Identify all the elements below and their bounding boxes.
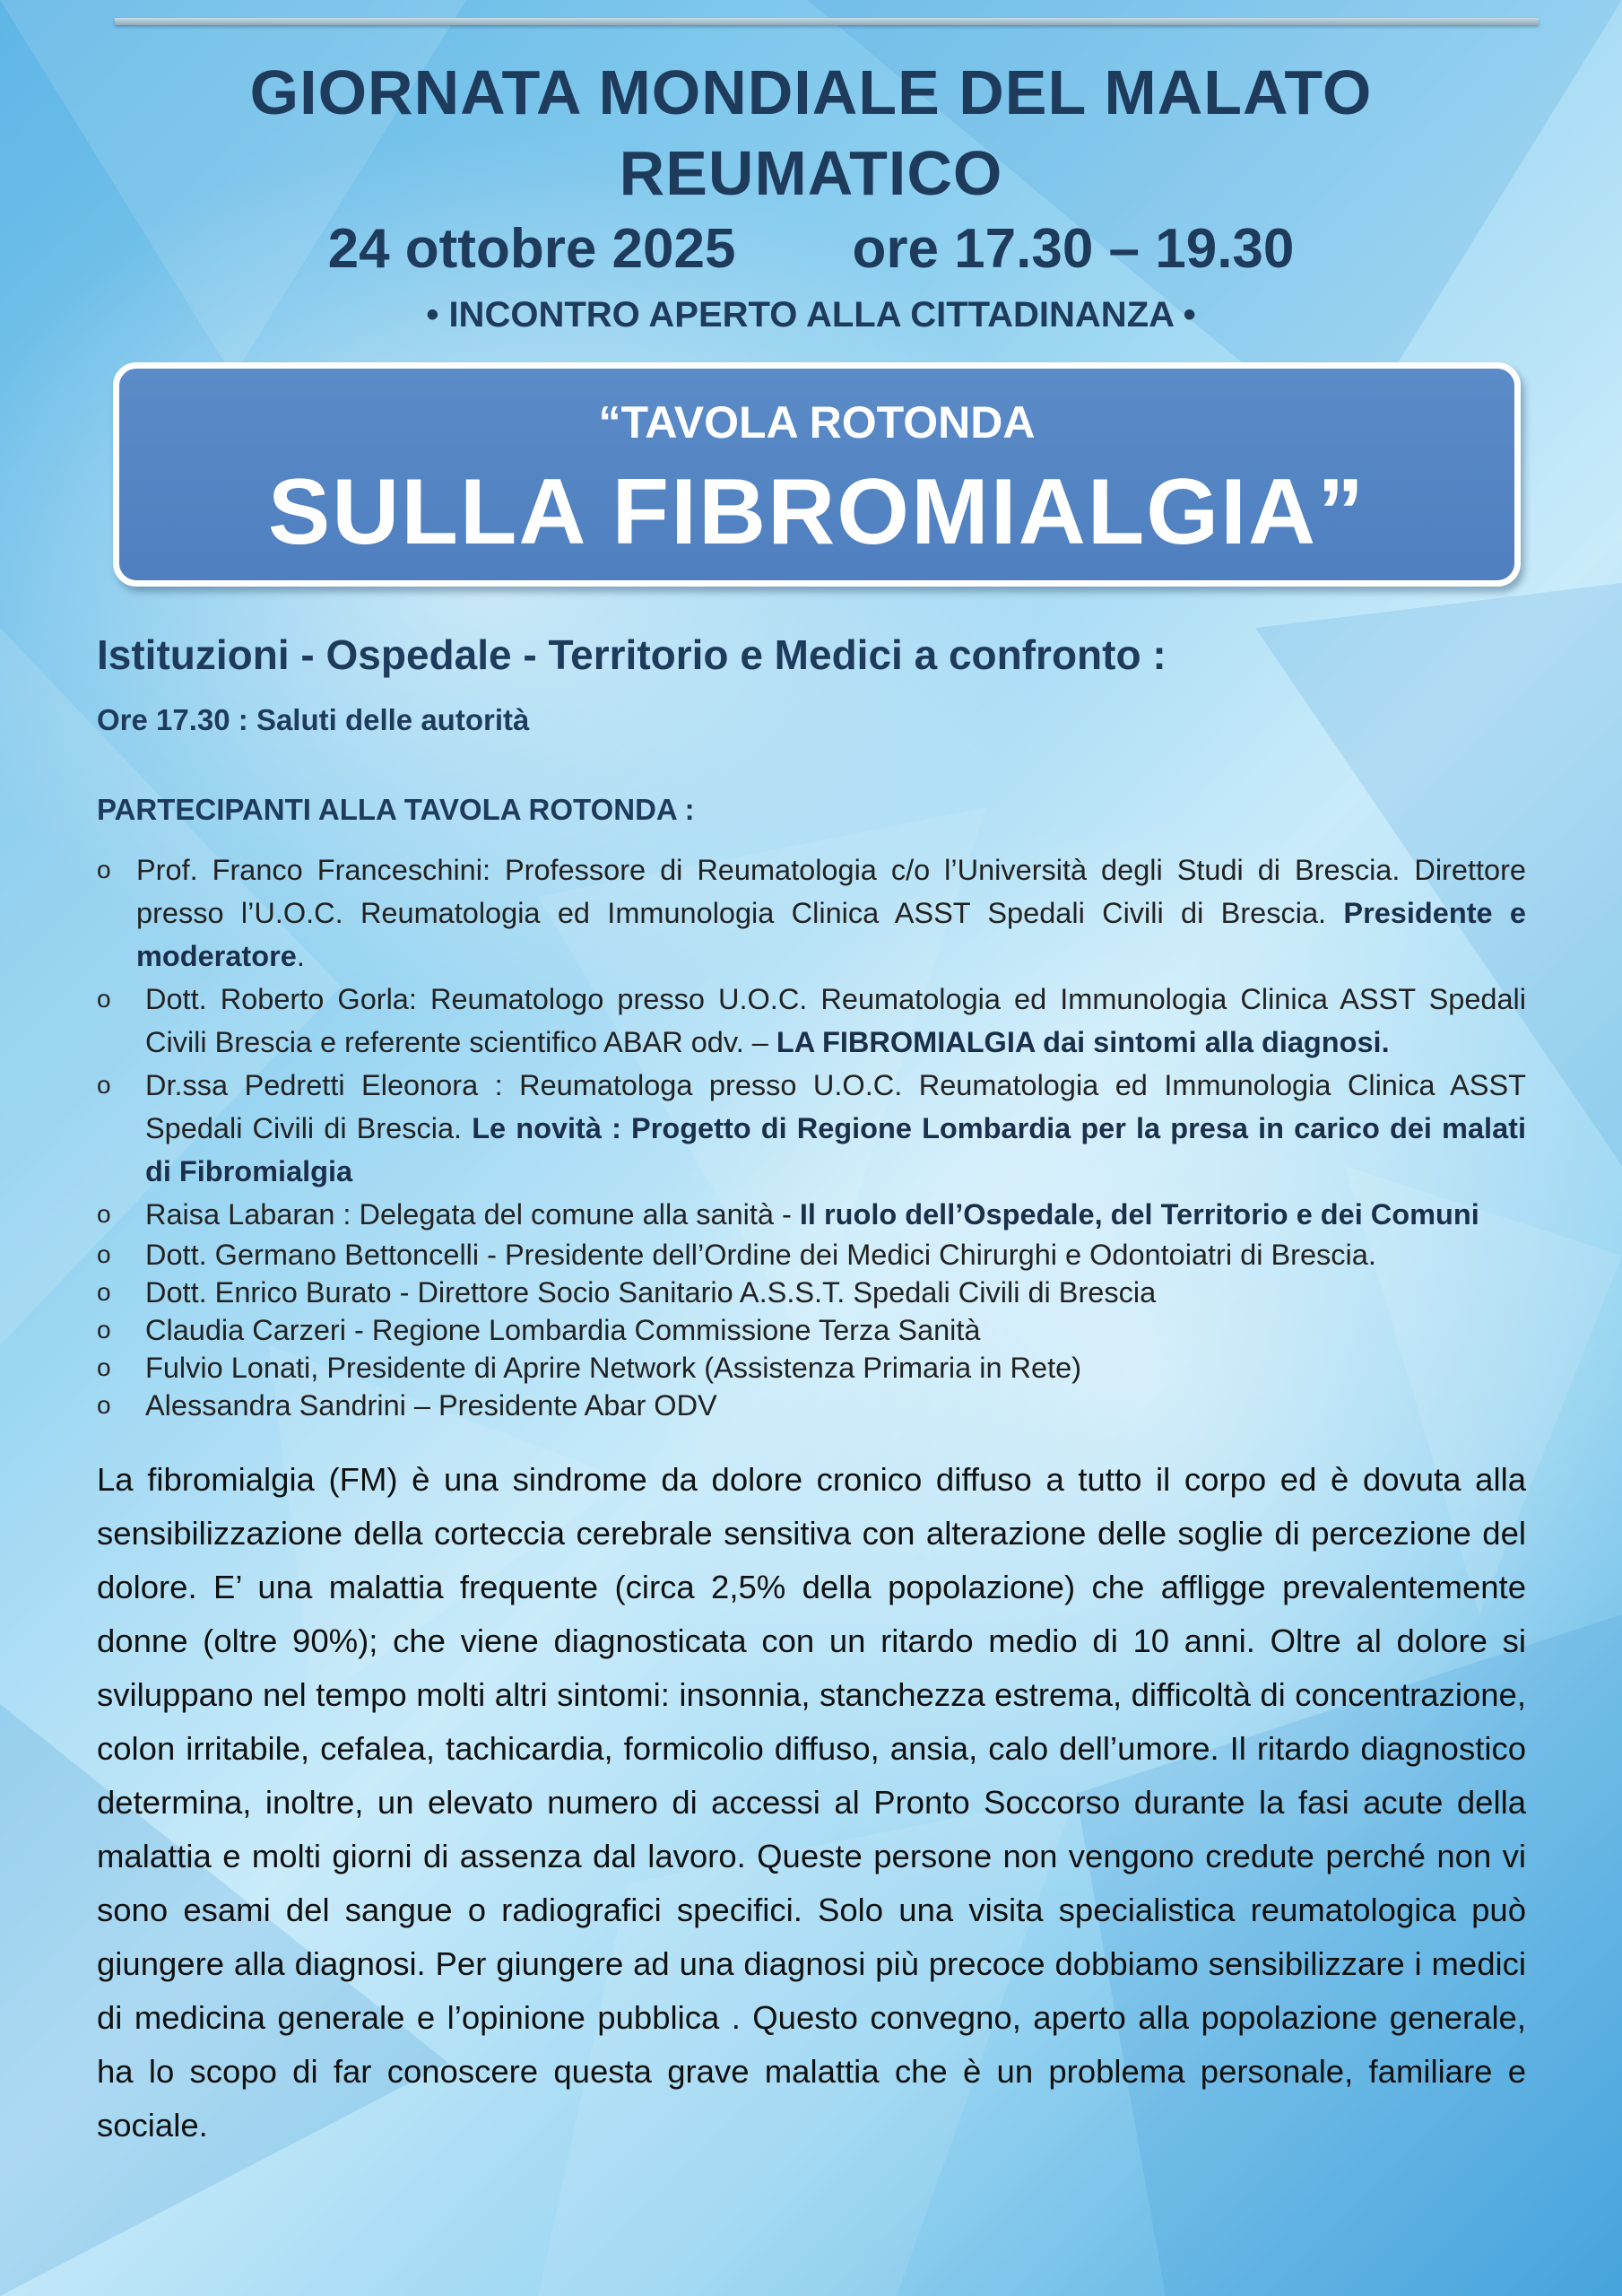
bullet-icon: o	[97, 1240, 111, 1268]
participants-list	[97, 848, 1526, 1424]
list-item: o Dott. Germano Bettoncelli - Presidente dell’Ordine dei Medici Chirurghi e Odontoiatri di Brescia.	[97, 1236, 1526, 1274]
top-divider-line	[115, 18, 1539, 25]
list-item: o Alessandra Sandrini – Presidente Abar ODV	[97, 1387, 1526, 1424]
bullet-icon: o	[97, 856, 111, 883]
bullet-icon: o	[97, 1278, 111, 1306]
list-item: o Prof. Franco Franceschini: Professore di Reumatologia c/o l’Università degli Studi di Brescia. Direttore presso l’U.O.C. Reumatologia ed Immunologia Clinica ASST Spedali Civili di Brescia. Presidente e moderatore.	[97, 848, 1526, 978]
banner-line1: “TAVOLA ROTONDA	[598, 397, 1036, 448]
list-item: o Raisa Labaran : Delegata del comune alla sanità - Il ruolo dell’Ospedale, del Territorio e dei Comuni	[97, 1193, 1526, 1236]
bullet-icon: o	[97, 985, 111, 1013]
event-title-line2: REUMATICO	[619, 138, 1003, 208]
bullet-icon: o	[97, 1200, 111, 1228]
event-title-line1: GIORNATA MONDIALE DEL MALATO	[249, 57, 1373, 127]
participants-heading: PARTECIPANTI ALLA TAVOLA ROTONDA :	[97, 793, 695, 826]
event-subheading: • INCONTRO APERTO ALLA CITTADINANZA •	[426, 295, 1196, 335]
event-date: 24 ottobre 2025	[327, 218, 736, 280]
section-subtitle: Istituzioni - Ospedale - Territorio e Medici a confronto :	[97, 631, 1167, 678]
list-item: o Dott. Roberto Gorla: Reumatologo presso U.O.C. Reumatologia ed Immunologia Clinica ASST Spedali Civili Brescia e referente scientifico ABAR odv. – LA FIBROMIALGIA dai sintomi alla diagnosi.	[97, 978, 1526, 1064]
list-item: o Dott. Enrico Burato - Direttore Socio Sanitario A.S.S.T. Spedali Civili di Brescia	[97, 1274, 1526, 1311]
description-paragraph: La fibromialgia (FM) è una sindrome da dolore cronico diffuso a tutto il corpo ed è dovuta alla sensibilizzazione della corteccia cerebrale sensitiva con alterazione delle soglie di percezione del dolore. E’ una malattia frequente (circa 2,5% della popolazione) che affligge prevalentemente donne (oltre 90%); che viene diagnosticata con un ritardo medio di 10 anni. Oltre al dolore si sviluppano nel tempo molti altri sintomi: insonnia, stanchezza estrema, difficoltà di concentrazione, colon irritabile, cefalea, tachicardia, formicolio diffuso, ansia, calo dell’umore. Il ritardo diagnostico determina, inoltre, un elevato numero di accessi al Pronto Soccorso durante la fasi acute della malattia e molti giorni di assenza dal lavoro. Queste persone non vengono credute perché non vi sono esami del sangue o radiografici specifici. Solo una visita specialistica reumatologica può giungere alla diagnosi. Per giungere ad una diagnosi più precoce dobbiamo sensibilizzare i medici di medicina generale e l’opinione pubblica . Questo convegno, aperto alla popolazione generale, ha lo scopo di far conoscere questa grave malattia che è un problema personale, familiare e sociale.	[97, 1461, 1526, 2144]
event-time: ore 17.30 – 19.30	[852, 218, 1295, 280]
event-date-time	[0, 213, 1622, 285]
greetings-line: Ore 17.30 : Saluti delle autorità	[97, 703, 530, 736]
list-item: o Fulvio Lonati, Presidente di Aprire Network (Assistenza Primaria in Rete)	[97, 1349, 1526, 1387]
list-item: o Claudia Carzeri - Regione Lombardia Commissione Terza Sanità	[97, 1311, 1526, 1349]
round-table-banner	[113, 362, 1521, 587]
bullet-icon: o	[97, 1316, 111, 1344]
bullet-icon: o	[97, 1391, 111, 1419]
bullet-icon: o	[97, 1353, 111, 1381]
list-item: o Dr.ssa Pedretti Eleonora : Reumatologa presso U.O.C. Reumatologia ed Immunologia Clinica ASST Spedali Civili di Brescia. Le novità : Progetto di Regione Lombardia per la presa in carico dei malati di Fibromialgia	[97, 1064, 1526, 1193]
bullet-icon: o	[97, 1071, 111, 1099]
banner-line2: SULLA FIBROMIALGIA”	[267, 460, 1366, 564]
